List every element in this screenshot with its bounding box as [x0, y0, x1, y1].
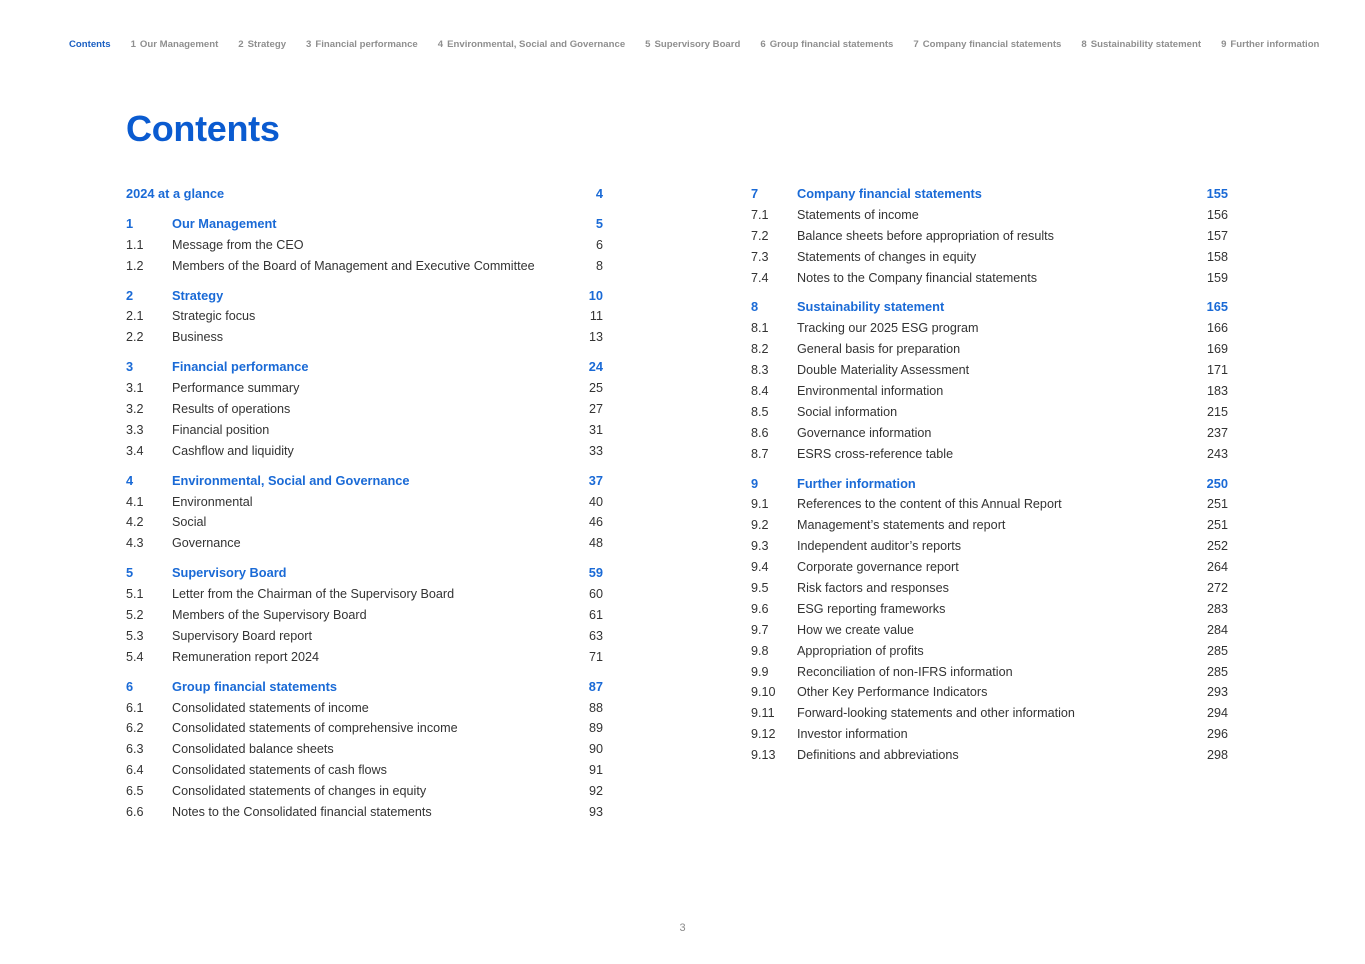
entry-number: 3.3 [126, 422, 144, 437]
nav-tab-number: 3 [306, 39, 312, 50]
toc-entry[interactable] [751, 703, 1228, 724]
nav-tab-number: 5 [645, 39, 651, 50]
entry-number: 8.2 [751, 342, 769, 357]
page-title: Contents [126, 108, 280, 149]
entry-page-number: 61 [588, 608, 603, 623]
entry-page-number: 284 [1206, 622, 1228, 637]
entry-label: Members of the Board of Management and Executive Committee [172, 258, 535, 273]
toc-entry[interactable] [751, 557, 1228, 578]
toc-entry[interactable] [751, 578, 1228, 599]
entry-number: 7.4 [751, 270, 769, 285]
entry-page-number: 93 [588, 805, 603, 820]
toc-entry[interactable] [751, 682, 1228, 703]
entry-number: 9.9 [751, 664, 769, 679]
toc-section-heading[interactable] [751, 474, 1228, 495]
section-page-number: 37 [588, 472, 603, 488]
entry-number: 2.2 [126, 330, 144, 345]
toc-section-heading[interactable] [126, 471, 603, 492]
toc-section [126, 214, 603, 277]
entry-label: Message from the CEO [172, 237, 304, 252]
section-title: Environmental, Social and Governance [172, 472, 410, 488]
toc-entry[interactable] [751, 318, 1228, 339]
entry-page-number: 264 [1206, 560, 1228, 575]
entry-label: Other Key Performance Indicators [797, 685, 988, 700]
entry-label: Risk factors and responses [797, 581, 949, 596]
entry-label: Forward-looking statements and other information [797, 706, 1075, 721]
toc-section-heading[interactable] [126, 677, 603, 698]
entry-label: Strategic focus [172, 309, 256, 324]
toc-entry[interactable] [126, 698, 603, 719]
section-title: 2024 at a glance [126, 186, 225, 201]
toc-section-heading[interactable] [126, 357, 603, 378]
entry-label: ESRS cross-reference table [797, 446, 954, 461]
toc-entry[interactable] [126, 647, 603, 668]
toc-entry[interactable] [751, 247, 1228, 268]
toc-entry[interactable] [751, 444, 1228, 465]
entry-label: Double Materiality Assessment [797, 363, 970, 378]
entry-page-number: 33 [588, 443, 603, 458]
toc-section-heading[interactable] [126, 184, 603, 205]
toc-entry[interactable] [126, 718, 603, 739]
nav-tab-environmental-social-and-governance[interactable] [438, 39, 625, 50]
entry-label: Supervisory Board report [172, 628, 312, 643]
entry-label: Social [172, 515, 207, 530]
entry-number: 9.10 [751, 685, 776, 700]
nav-tab-label: Financial performance [315, 39, 418, 50]
entry-page-number: 157 [1206, 228, 1228, 243]
nav-tab-label: Our Management [139, 39, 219, 50]
entry-number: 6.6 [126, 805, 144, 820]
entry-page-number: 243 [1206, 446, 1228, 461]
section-number: 8 [751, 299, 759, 315]
entry-page-number: 92 [588, 784, 603, 799]
entry-label: Balance sheets before appropriation of results [797, 228, 1054, 243]
nav-tab-number: 8 [1081, 39, 1087, 50]
entry-label: Consolidated statements of income [172, 700, 369, 715]
entry-number: 5.4 [126, 649, 144, 664]
section-page-number: 87 [588, 678, 603, 694]
entry-number: 9.7 [751, 622, 769, 637]
section-page-number: 165 [1206, 299, 1228, 315]
entry-page-number: 285 [1206, 643, 1228, 658]
entry-page-number: 63 [588, 628, 603, 643]
toc-right-column [751, 184, 1228, 775]
toc-section [126, 677, 603, 823]
entry-label: Consolidated statements of comprehensive income [172, 721, 458, 736]
toc-entry[interactable] [751, 339, 1228, 360]
entry-page-number: 159 [1206, 270, 1228, 285]
toc-section [126, 286, 603, 349]
section-number: 9 [751, 475, 759, 491]
entry-number: 6.3 [126, 742, 144, 757]
entry-page-number: 283 [1206, 601, 1228, 616]
entry-page-number: 169 [1206, 342, 1228, 357]
toc-entry[interactable] [751, 599, 1228, 620]
entry-label: Notes to the Company financial statements [797, 270, 1038, 285]
entry-number: 9.3 [751, 539, 769, 554]
entry-number: 9.12 [751, 727, 776, 742]
toc-entry[interactable] [126, 533, 603, 554]
section-number: 4 [126, 472, 134, 488]
nav-tab-number: 2 [238, 39, 244, 50]
entry-label: Business [172, 330, 224, 345]
entry-number: 6.5 [126, 784, 144, 799]
toc-entry[interactable] [126, 760, 603, 781]
section-page-number: 250 [1206, 475, 1228, 491]
entry-page-number: 25 [588, 381, 603, 396]
toc-section-heading[interactable] [751, 297, 1228, 318]
section-page-number: 5 [595, 215, 603, 231]
entry-page-number: 171 [1206, 363, 1228, 378]
entry-label: Statements of changes in equity [797, 249, 977, 264]
toc-entry[interactable] [126, 327, 603, 348]
nav-tab-label: Sustainability statement [1090, 39, 1202, 50]
entry-label: Tracking our 2025 ESG program [797, 321, 979, 336]
entry-label: References to the content of this Annual Report [797, 497, 1062, 512]
page-number: 3 [679, 922, 686, 934]
entry-number: 8.3 [751, 363, 769, 378]
entry-page-number: 294 [1206, 706, 1228, 721]
entry-number: 8.4 [751, 384, 769, 399]
section-number: 5 [126, 565, 134, 581]
entry-number: 6.2 [126, 721, 144, 736]
toc-entry[interactable] [126, 802, 603, 823]
entry-label: Environmental [172, 494, 253, 509]
entry-number: 8.7 [751, 446, 769, 461]
entry-page-number: 166 [1206, 321, 1228, 336]
toc-section-heading[interactable] [751, 184, 1228, 205]
toc-entry[interactable] [126, 584, 603, 605]
section-number: 2 [126, 287, 134, 303]
toc-entry[interactable] [751, 494, 1228, 515]
toc-section [126, 184, 603, 205]
toc-section-heading[interactable] [126, 214, 603, 235]
section-title: Strategy [172, 287, 224, 303]
entry-label: Definitions and abbreviations [797, 748, 959, 763]
nav-tab-further-information[interactable] [1221, 39, 1319, 50]
nav-tab-number: 6 [760, 39, 766, 50]
nav-tab-number: 4 [437, 39, 444, 50]
section-title: Our Management [172, 215, 277, 231]
toc-entry[interactable] [751, 402, 1228, 423]
toc-entry[interactable] [126, 235, 603, 256]
section-page-number: 4 [595, 186, 603, 201]
entry-label: ESG reporting frameworks [797, 601, 946, 616]
entry-number: 7.2 [751, 228, 769, 243]
toc-section [126, 563, 603, 667]
toc-entry[interactable] [751, 360, 1228, 381]
toc-entry[interactable] [126, 512, 603, 533]
entry-number: 4.3 [126, 536, 144, 551]
entry-number: 9.6 [751, 601, 769, 616]
nav-tab-our-management[interactable] [131, 39, 219, 50]
entry-label: Financial position [172, 422, 270, 437]
toc-section-heading[interactable] [126, 286, 603, 307]
section-number: 1 [126, 215, 134, 231]
toc-entry[interactable] [751, 536, 1228, 557]
toc-entry[interactable] [751, 381, 1228, 402]
entry-number: 5.3 [126, 628, 144, 643]
entry-page-number: 91 [588, 763, 603, 778]
entry-number: 5.2 [126, 608, 144, 623]
entry-number: 1.2 [126, 258, 144, 273]
entry-number: 3.2 [126, 402, 144, 417]
entry-number: 1.1 [126, 237, 144, 252]
entry-label: How we create value [797, 622, 914, 637]
entry-page-number: 296 [1206, 727, 1228, 742]
toc-entry[interactable] [126, 399, 603, 420]
entry-page-number: 251 [1206, 518, 1228, 533]
entry-page-number: 272 [1206, 581, 1228, 596]
entry-label: General basis for preparation [797, 342, 961, 357]
toc-section [751, 474, 1228, 766]
entry-page-number: 31 [588, 422, 603, 437]
entry-page-number: 6 [595, 237, 603, 252]
entry-label: Environmental information [797, 384, 944, 399]
nav-tab-label: Strategy [247, 39, 287, 50]
entry-label: Consolidated statements of cash flows [172, 763, 387, 778]
entry-page-number: 40 [588, 494, 603, 509]
entry-label: Investor information [797, 727, 908, 742]
entry-page-number: 156 [1206, 207, 1228, 222]
section-number: 3 [126, 359, 134, 375]
nav-tab-label: Supervisory Board [654, 39, 741, 50]
entry-page-number: 89 [588, 721, 603, 736]
toc-entry[interactable] [751, 724, 1228, 745]
nav-tab-number: 7 [913, 39, 919, 50]
toc-entry[interactable] [751, 515, 1228, 536]
nav-tab-label: Environmental, Social and Governance [447, 39, 626, 50]
toc-section [751, 184, 1228, 288]
section-title: Supervisory Board [172, 565, 287, 581]
toc-entry[interactable] [751, 423, 1228, 444]
entry-page-number: 183 [1206, 384, 1228, 399]
nav-tab-financial-performance[interactable] [306, 39, 418, 50]
entry-label: Corporate governance report [797, 560, 959, 575]
nav-tab-number: 1 [130, 39, 136, 50]
entry-number: 9.4 [751, 560, 769, 575]
entry-page-number: 252 [1206, 539, 1228, 554]
entry-page-number: 11 [589, 309, 603, 324]
entry-label: Members of the Supervisory Board [172, 608, 367, 623]
entry-number: 9.11 [751, 706, 775, 721]
entry-label: Management’s statements and report [797, 518, 1006, 533]
entry-page-number: 13 [588, 330, 603, 345]
entry-page-number: 27 [588, 402, 603, 417]
entry-label: Statements of income [797, 207, 919, 222]
entry-number: 9.8 [751, 643, 769, 658]
entry-page-number: 88 [588, 700, 603, 715]
section-title: Further information [797, 475, 916, 491]
entry-number: 9.5 [751, 581, 769, 596]
entry-label: Independent auditor’s reports [797, 539, 962, 554]
toc-entry[interactable] [126, 256, 603, 277]
entry-number: 2.1 [126, 309, 144, 324]
toc-entry[interactable] [751, 226, 1228, 247]
entry-number: 6.4 [126, 763, 144, 778]
nav-tab-label: Contents [69, 39, 111, 50]
toc-entry[interactable] [126, 441, 603, 462]
toc-entry[interactable] [751, 268, 1228, 289]
toc-section [126, 471, 603, 555]
entry-page-number: 8 [595, 258, 603, 273]
nav-tab-label: Company financial statements [922, 39, 1062, 50]
toc-entry[interactable] [751, 641, 1228, 662]
entry-label: Governance [172, 536, 241, 551]
toc-entry[interactable] [751, 620, 1228, 641]
entry-page-number: 237 [1206, 425, 1228, 440]
entry-label: Performance summary [172, 381, 300, 396]
toc-left-column [126, 184, 603, 832]
section-title: Company financial statements [797, 186, 982, 201]
nav-tab-company-financial-statements[interactable] [913, 39, 1061, 50]
nav-tab-number: 9 [1221, 39, 1227, 50]
toc-entry[interactable] [126, 626, 603, 647]
entry-label: Notes to the Consolidated financial statements [172, 805, 432, 820]
section-number: 6 [126, 678, 134, 694]
entry-number: 9.1 [751, 497, 769, 512]
entry-number: 8.6 [751, 425, 769, 440]
entry-label: Consolidated balance sheets [172, 742, 334, 757]
toc-entry[interactable] [126, 781, 603, 802]
entry-number: 8.1 [751, 321, 769, 336]
entry-label: Cashflow and liquidity [172, 443, 294, 458]
section-title: Financial performance [172, 359, 309, 375]
section-page-number: 155 [1206, 186, 1228, 201]
top-navigation [69, 39, 1339, 50]
nav-tab-strategy[interactable] [238, 39, 286, 50]
entry-label: Social information [797, 404, 898, 419]
entry-number: 3.1 [126, 381, 144, 396]
toc-entry[interactable] [126, 605, 603, 626]
nav-tab-sustainability-statement[interactable] [1081, 39, 1201, 50]
entry-label: Reconciliation of non-IFRS information [797, 664, 1013, 679]
entry-page-number: 251 [1206, 497, 1228, 512]
nav-tab-contents[interactable] [69, 39, 111, 50]
entry-page-number: 293 [1206, 685, 1228, 700]
toc-entry[interactable] [126, 378, 603, 399]
entry-label: Appropriation of profits [797, 643, 924, 658]
entry-number: 5.1 [126, 587, 144, 602]
section-number: 7 [751, 186, 759, 201]
section-page-number: 10 [588, 287, 603, 303]
entry-number: 8.5 [751, 404, 769, 419]
nav-tab-group-financial-statements[interactable] [760, 39, 893, 50]
entry-page-number: 90 [588, 742, 603, 757]
toc-entry[interactable] [126, 306, 603, 327]
entry-page-number: 215 [1206, 404, 1228, 419]
entry-page-number: 298 [1206, 748, 1228, 763]
entry-page-number: 46 [588, 515, 603, 530]
entry-number: 9.2 [751, 518, 769, 533]
entry-page-number: 48 [588, 536, 603, 551]
entry-number: 7.1 [751, 207, 769, 222]
section-title: Group financial statements [172, 678, 337, 694]
entry-page-number: 158 [1206, 249, 1228, 264]
toc-entry[interactable] [126, 420, 603, 441]
toc-section [751, 297, 1228, 464]
entry-number: 3.4 [126, 443, 144, 458]
entry-label: Results of operations [172, 402, 291, 417]
entry-number: 4.2 [126, 515, 144, 530]
entry-number: 9.13 [751, 748, 776, 763]
toc-entry[interactable] [751, 662, 1228, 683]
entry-label: Governance information [797, 425, 932, 440]
toc-entry[interactable] [751, 745, 1228, 766]
entry-label: Remuneration report 2024 [172, 649, 320, 664]
section-page-number: 59 [588, 565, 603, 581]
toc-entry[interactable] [751, 205, 1228, 226]
toc-entry[interactable] [126, 492, 603, 513]
entry-number: 7.3 [751, 249, 769, 264]
entry-page-number: 71 [588, 649, 603, 664]
entry-page-number: 285 [1206, 664, 1228, 679]
toc-section-heading[interactable] [126, 563, 603, 584]
nav-tab-label: Group financial statements [769, 39, 894, 50]
entry-page-number: 60 [588, 587, 603, 602]
section-title: Sustainability statement [797, 299, 945, 315]
entry-label: Consolidated statements of changes in equity [172, 784, 427, 799]
section-page-number: 24 [588, 359, 603, 375]
nav-tab-label: Further information [1230, 39, 1320, 50]
entry-number: 6.1 [126, 700, 144, 715]
nav-tab-supervisory-board[interactable] [645, 39, 740, 50]
toc-entry[interactable] [126, 739, 603, 760]
entry-number: 4.1 [126, 494, 144, 509]
entry-label: Letter from the Chairman of the Supervisory Board [172, 587, 455, 602]
toc-section [126, 357, 603, 461]
